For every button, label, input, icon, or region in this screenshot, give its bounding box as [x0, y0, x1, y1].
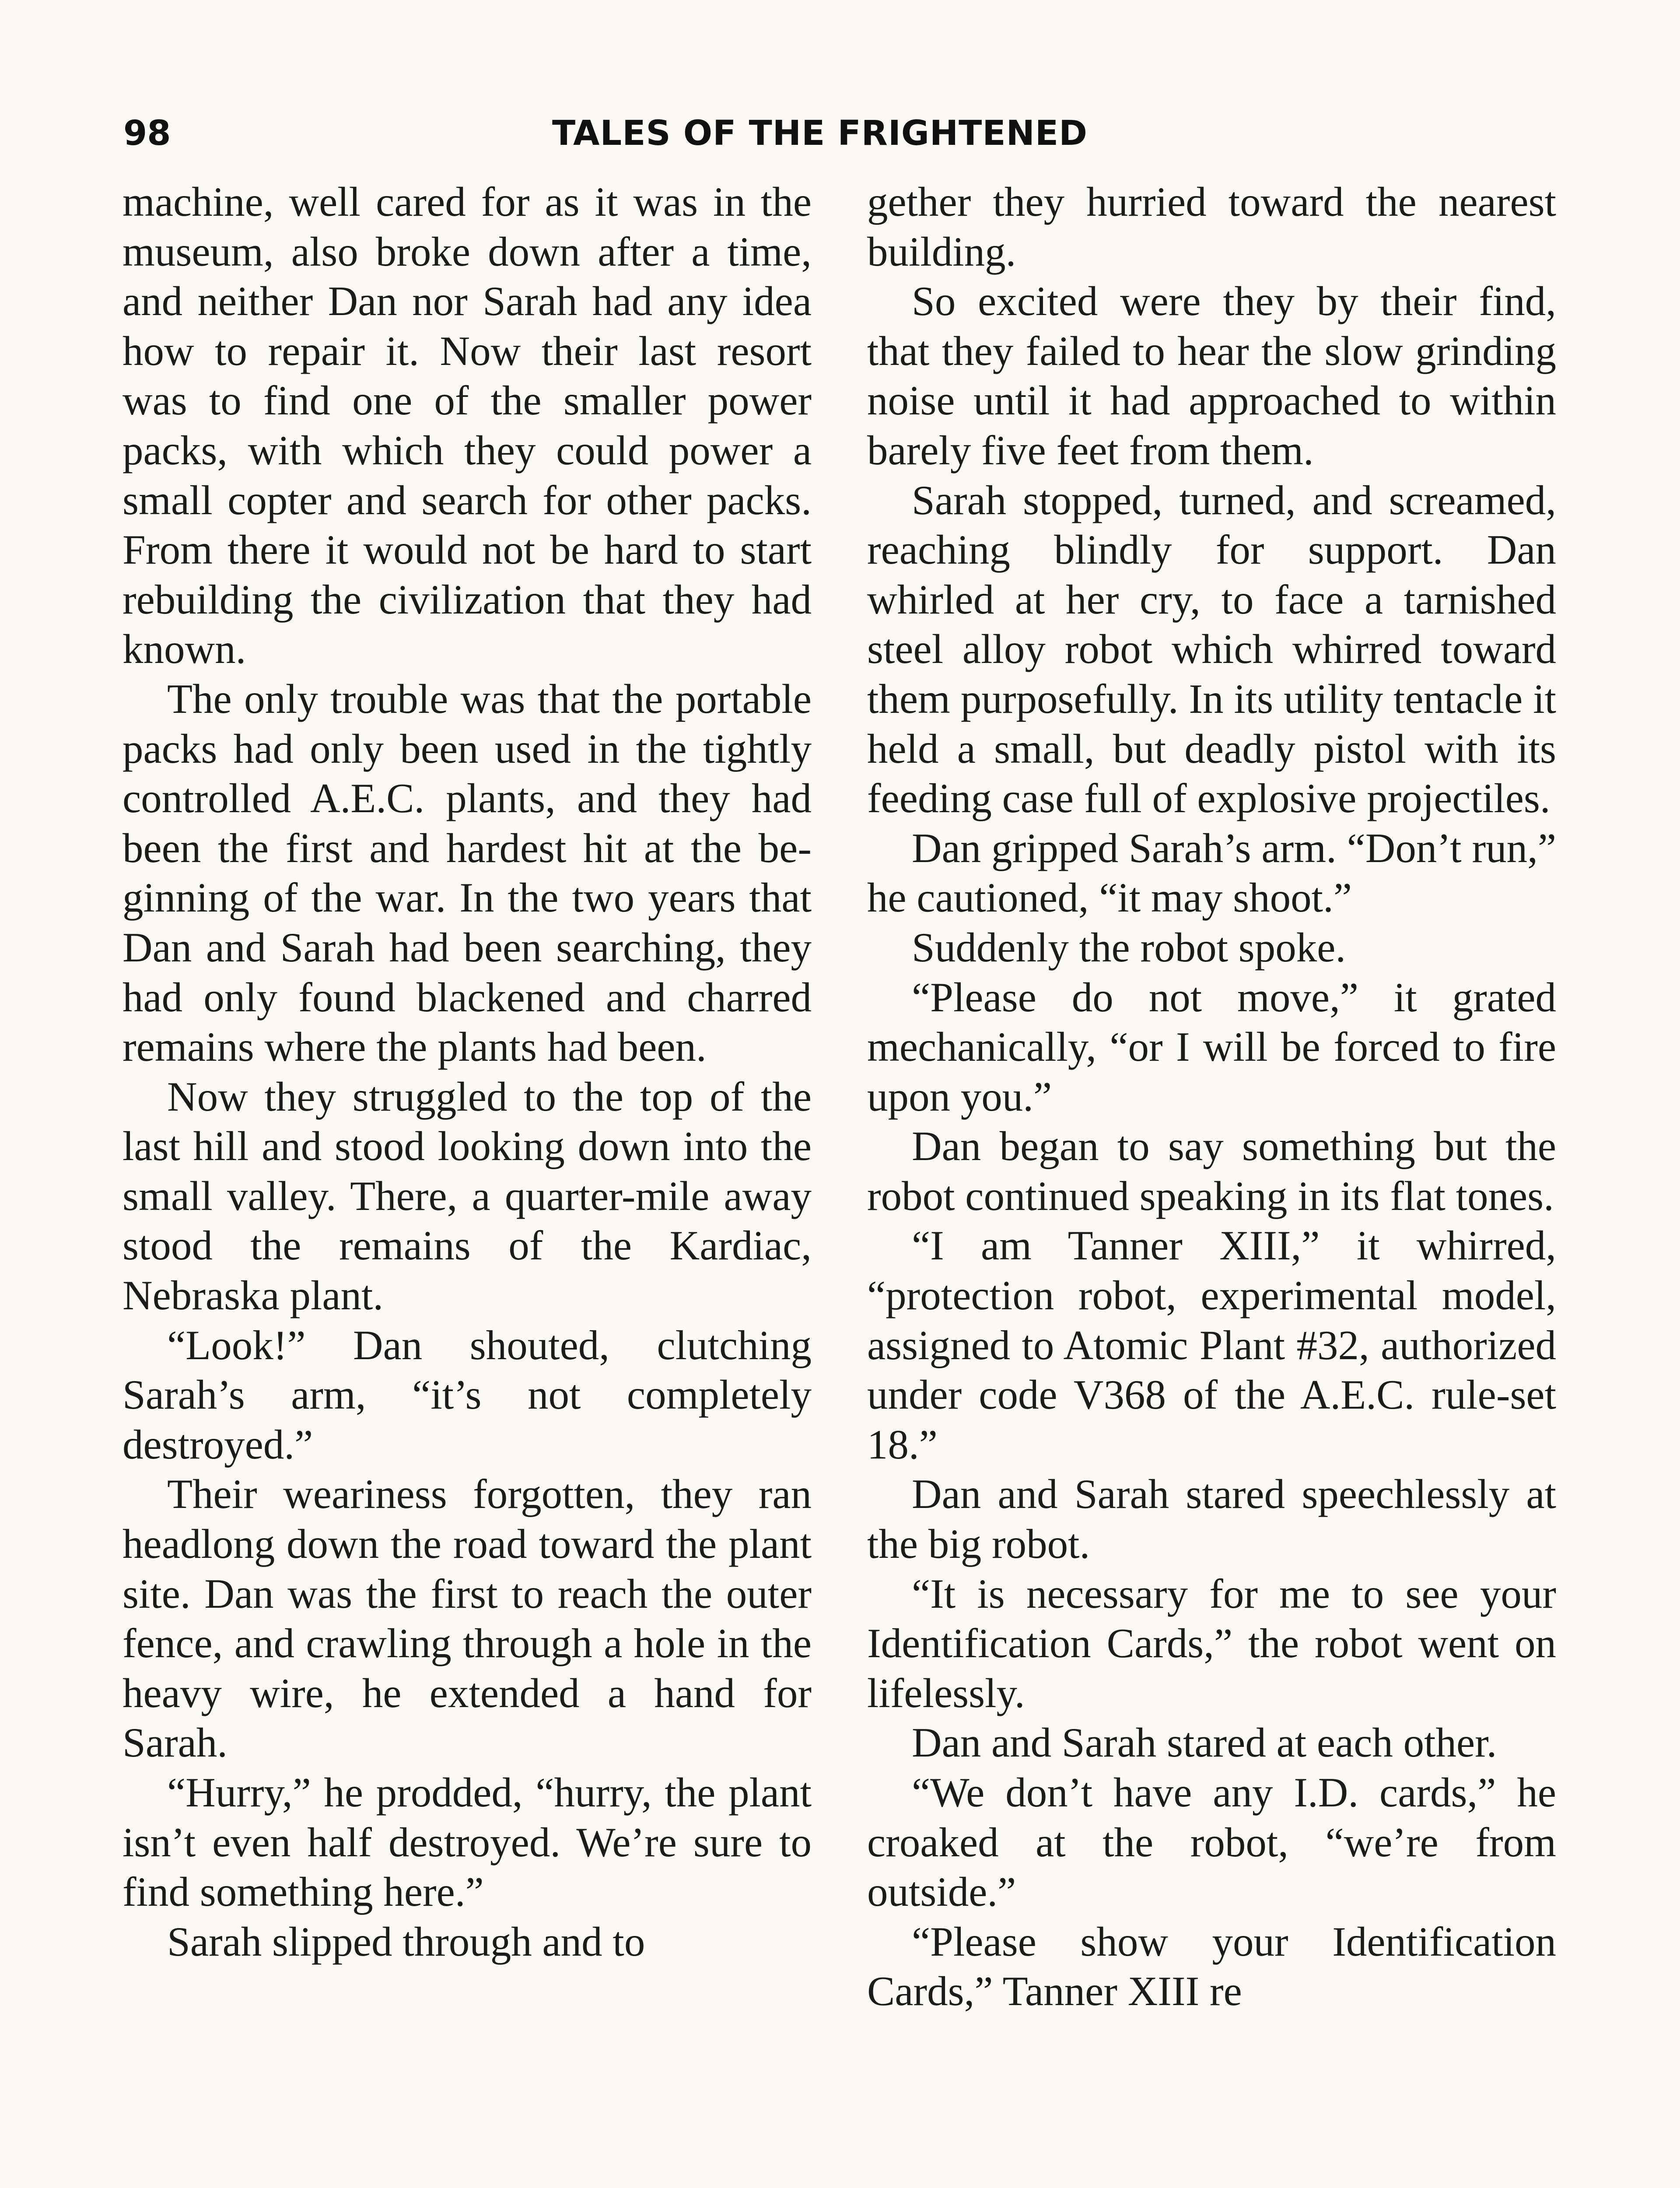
paragraph: So excited were they by their find, that they failed to hear the slow grinding noise until it had approached to within barely five feet from them. — [867, 278, 1556, 473]
paragraph: “We don’t have any I.D. cards,” he croaked at the robot, “we’re from outside.” — [867, 1769, 1556, 1915]
paragraph: The only trouble was that the portable packs had only been used in the tightly controlled A.E.C. plants, and they had been the first and hardest hit at the beginning of the war. In the two years that Dan and Sarah had been searching, they had only found blackened and charred remains where the plants had been. — [122, 675, 812, 1070]
paragraph: machine, well cared for as it was in the museum, also broke down after a time, and neither Dan nor Sarah had any idea how to repair it. Now their last resort was to find one of the smaller power packs, with which they could power a small copter and search for other packs. From there it would not be hard to start rebuilding the civilization that they had known. — [122, 179, 812, 673]
paragraph: “Please show your Identification Cards,” Tanner XIII re — [867, 1918, 1556, 2015]
paragraph: Their weariness forgotten, they ran headlong down the road toward the plant site. Dan was the first to reach the outer fence, and crawling through a hole in the heavy wire, he extended a hand for Sarah. — [122, 1471, 812, 1766]
paragraph: “Hurry,” he prodded, “hurry, the plant isn’t even half destroyed. We’re sure to find something here.” — [122, 1769, 812, 1915]
paragraph: Sarah slipped through and to — [167, 1918, 645, 1965]
paragraph: “It is necessary for me to see your Identification Cards,” the robot went on lifelessly. — [867, 1570, 1556, 1716]
paragraph: Suddenly the robot spoke. — [912, 924, 1346, 971]
left-text-column — [122, 177, 812, 1967]
paragraph: gether they hurried toward the nearest building. — [867, 179, 1556, 275]
paragraph: “Please do not move,” it grated mechanically, “or I will be forced to fire upon you.” — [867, 974, 1556, 1120]
page-header — [123, 107, 1557, 160]
paragraph: Dan gripped Sarah’s arm. “Don’t run,” he cautioned, “it may shoot.” — [867, 824, 1556, 921]
paragraph: Sarah stopped, turned, and screamed, reaching blindly for support. Dan whirled at her cry, to face a tarnished steel alloy robot which whirred toward them purposefully. In its utility tentacle it held a small, but deadly pistol with its feeding case full of explosive projectiles. — [867, 477, 1556, 822]
paragraph: Dan and Sarah stared at each other. — [912, 1719, 1497, 1766]
paragraph: Dan began to say something but the robot continued speaking in its flat tones. — [867, 1123, 1556, 1219]
page-number: 98 — [123, 114, 171, 153]
running-title: TALES OF THE FRIGHTENED — [552, 114, 1088, 153]
paragraph: Dan and Sarah stared speechlessly at the big robot. — [867, 1471, 1556, 1567]
paragraph: Now they struggled to the top of the last hill and stood looking down into the small valley. There, a quarter-mile away stood the remains of the Kardiac, Nebraska plant. — [122, 1073, 812, 1319]
right-text-column — [867, 177, 1556, 2016]
paragraph: “I am Tanner XIII,” it whirred, “protection robot, experimental model, assigned to Atomic Plant #32, authorized under code V368 of the A.E.C. rule-set 18.” — [867, 1222, 1556, 1468]
paragraph: “Look!” Dan shouted, clutching Sarah’s arm, “it’s not completely destroyed.” — [122, 1322, 812, 1468]
